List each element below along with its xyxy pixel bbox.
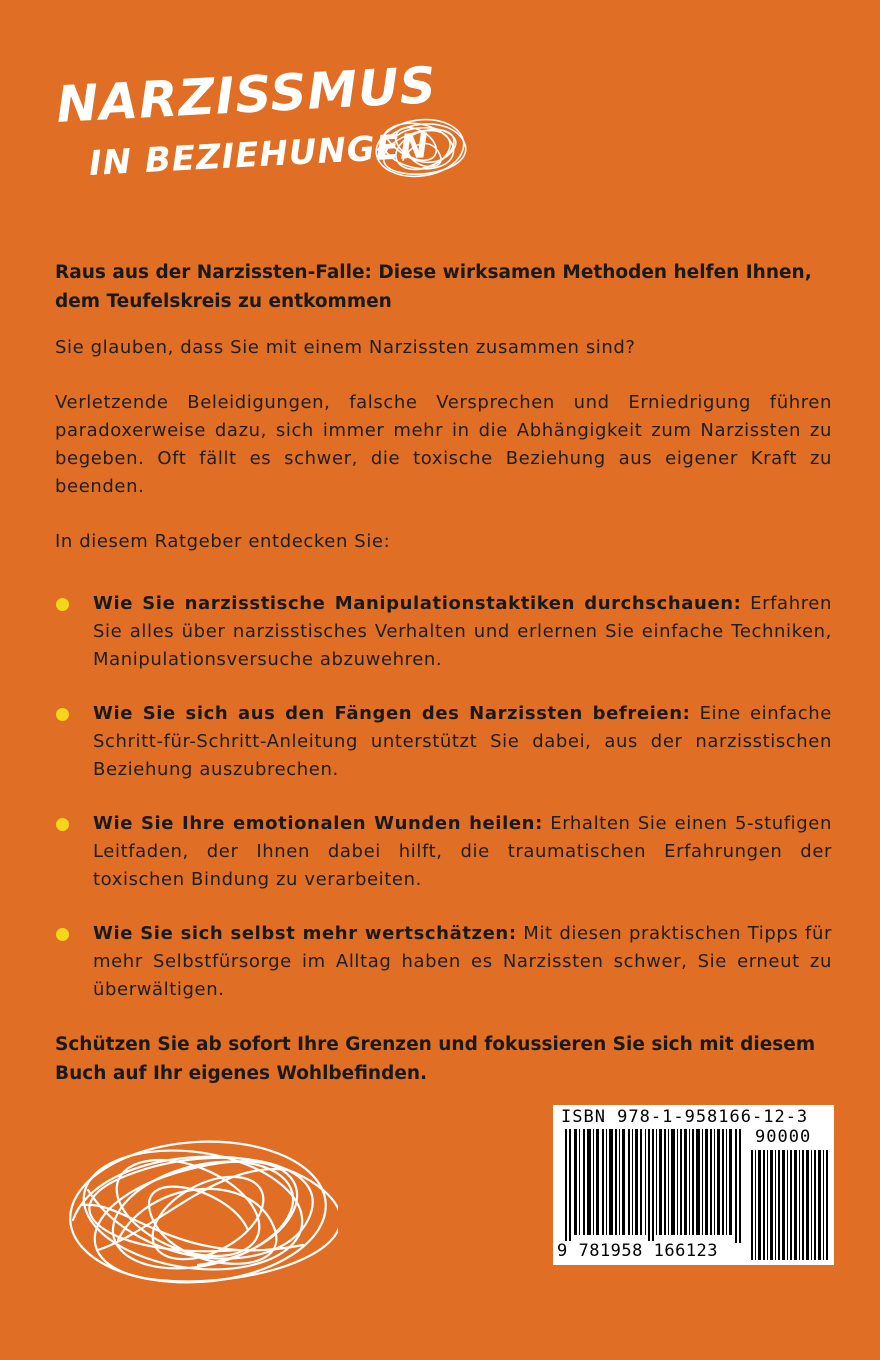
logo-title-line2: IN BEZIEHUNGEN xyxy=(88,126,431,184)
bullet-dot-icon xyxy=(56,928,69,941)
list-item-text: Eine einfache Schritt-für-Schritt-Anleitung unterstützt Sie dabei, aus der narzisstischen Beziehung auszubrechen. xyxy=(93,703,832,780)
list-item-title: Wie Sie sich aus den Fängen des Narzissten befreien: xyxy=(93,703,691,724)
list-item-title: Wie Sie sich selbst mehr wertschätzen: xyxy=(93,923,517,944)
isbn-label: ISBN 978-1-958166-12-3 xyxy=(561,1107,809,1127)
barcode-bars xyxy=(565,1129,741,1243)
list-item xyxy=(55,590,832,674)
list-intro: In diesem Ratgeber entdecken Sie: xyxy=(55,531,391,552)
list-item xyxy=(55,920,832,1004)
list-item-title: Wie Sie narzisstische Manipulationstaktiken durchschauen: xyxy=(93,593,742,614)
intro-paragraph: Verletzende Beleidigungen, falsche Versprechen und Erniedrigung führen paradoxerweise dazu, sich immer mehr in die Abhängigkeit zum Narzissten zu begeben. Oft fällt es schwer, die toxische Beziehung aus eigener Kraft zu beenden. xyxy=(55,392,832,497)
back-cover-text xyxy=(55,258,832,1088)
scribble-icon xyxy=(58,1130,338,1295)
bullet-dot-icon xyxy=(56,708,69,721)
bullet-dot-icon xyxy=(56,818,69,831)
list-item-text: Erhalten Sie einen 5-stufigen Leitfaden, der Ihnen dabei hilft, die traumatischen Erfahrungen der toxischen Bindung zu verarbeiten. xyxy=(93,813,832,890)
headline: Raus aus der Narzissten-Falle: Diese wirksamen Methoden helfen Ihnen, dem Teufelskreis zu entkommen xyxy=(55,262,812,312)
isbn-barcode xyxy=(553,1105,834,1265)
list-item xyxy=(55,700,832,784)
logo-title-line1: NARZISSMUS xyxy=(55,56,439,134)
intro-question: Sie glauben, dass Sie mit einem Narzissten zusammen sind? xyxy=(55,337,636,358)
book-logo xyxy=(50,56,480,220)
bullet-dot-icon xyxy=(56,598,69,611)
list-item-text: Erfahren Sie alles über narzisstisches Verhalten und erlernen Sie einfache Techniken, Manipulationsversuche abzuwehren. xyxy=(93,593,832,670)
benefit-list xyxy=(55,590,832,1004)
closing-statement: Schützen Sie ab sofort Ihre Grenzen und fokussieren Sie sich mit diesem Buch auf Ihr eigenes Wohlbefinden. xyxy=(55,1034,816,1084)
isbn-digits: 9 781958 166123 xyxy=(557,1241,719,1261)
list-item-title: Wie Sie Ihre emotionalen Wunden heilen: xyxy=(93,813,543,834)
list-item-text: Mit diesen praktischen Tipps für mehr Selbstfürsorge im Alltag haben es Narzissten schwer, Sie erneut zu überwältigen. xyxy=(93,923,832,1000)
list-item xyxy=(55,810,832,894)
price-addon-label: 90000 xyxy=(755,1127,812,1147)
addon-barcode-bars xyxy=(751,1150,829,1260)
scribble-icon xyxy=(368,110,473,185)
